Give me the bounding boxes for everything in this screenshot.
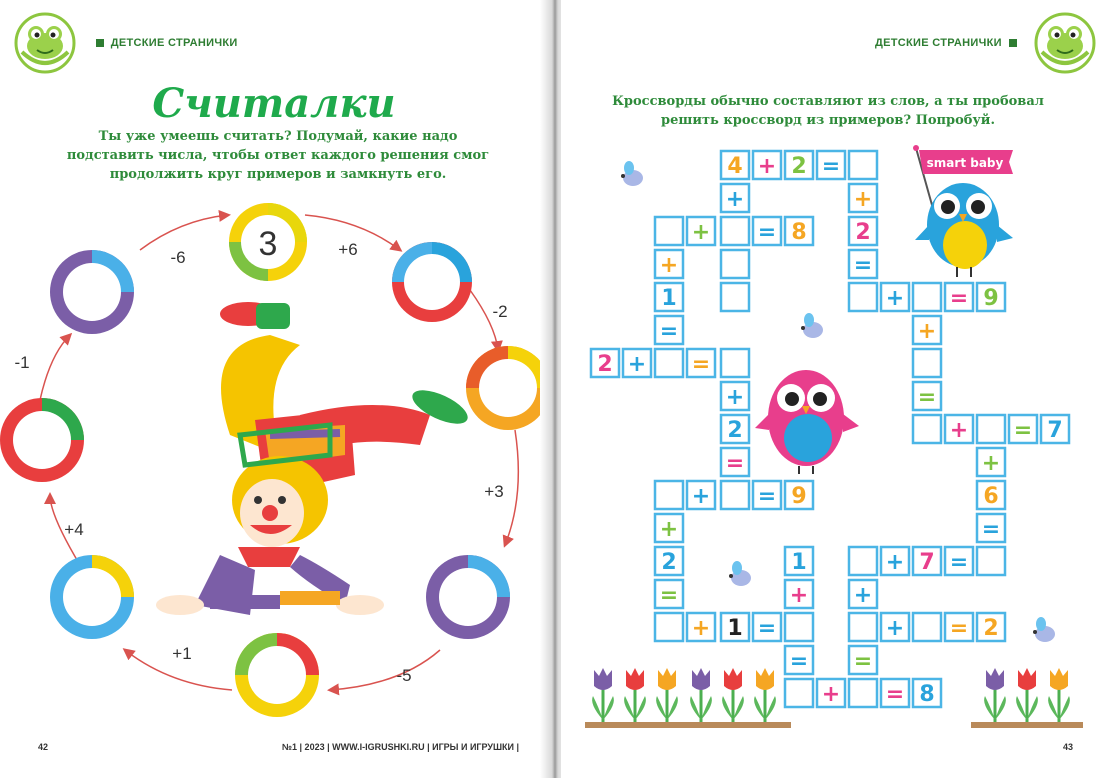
crossword-glyph: = <box>659 319 679 344</box>
tulip-flower <box>1018 668 1036 690</box>
crossword-glyph: = <box>757 484 777 509</box>
ring-left-bottom <box>50 555 134 639</box>
operation-label: -2 <box>492 302 508 321</box>
crossword-glyph: 9 <box>983 286 999 311</box>
crossword-glyph: = <box>885 682 905 707</box>
crossword-glyph: 2 <box>791 154 807 179</box>
crossword-glyph: = <box>757 616 777 641</box>
tulip-flower <box>626 668 644 690</box>
bee-icon <box>801 313 823 338</box>
crossword-blank-cell[interactable] <box>913 349 941 377</box>
crossword-glyph: 8 <box>791 220 807 245</box>
crossword-glyph: = <box>725 451 745 476</box>
crossword-glyph: = <box>949 550 969 575</box>
crossword-glyph: = <box>981 517 1001 542</box>
crossword-glyph: 7 <box>919 550 935 575</box>
crossword-blank-cell[interactable] <box>849 613 877 641</box>
crossword-glyph: + <box>691 616 711 641</box>
crossword-glyph: + <box>757 154 777 179</box>
crossword-glyph: 7 <box>1047 418 1063 443</box>
crossword-blank-cell[interactable] <box>849 151 877 179</box>
crossword-glyph: 2 <box>983 616 999 641</box>
crossword-glyph: + <box>853 583 873 608</box>
intro-text: Ты уже умеешь считать? Подумай, какие надо подставить числа, чтобы ответ каждого решения смог продолжить круг примеров и замкнуть его. <box>66 129 490 182</box>
tulip-flower <box>692 668 710 690</box>
crossword-glyph: + <box>659 517 679 542</box>
footer-text: №1 | 2023 | WWW.I-IGRUSHKI.RU | ИГРЫ И ИГРУШКИ | <box>282 742 520 752</box>
crossword-blank-cell[interactable] <box>655 217 683 245</box>
operation-label: -6 <box>170 248 186 267</box>
crossword-blank-cell[interactable] <box>913 283 941 311</box>
crossword-blank-cell[interactable] <box>977 415 1005 443</box>
crossword-glyph: 8 <box>919 682 935 707</box>
crossword-glyph: + <box>885 616 905 641</box>
crossword-blank-cell[interactable] <box>913 415 941 443</box>
crossword-glyph: = <box>853 649 873 674</box>
crossword-blank-cell[interactable] <box>849 547 877 575</box>
bee-icon <box>621 161 643 186</box>
crossword-glyph: = <box>821 154 841 179</box>
crossword-glyph: 1 <box>661 286 677 311</box>
crossword-glyph: = <box>1013 418 1033 443</box>
circle-start-value: 3 <box>258 225 278 263</box>
tulip-flower <box>594 668 612 690</box>
crossword-glyph: + <box>821 682 841 707</box>
crossword-blank-cell[interactable] <box>785 613 813 641</box>
ground-strip <box>585 722 791 728</box>
page-number: 43 <box>1063 742 1074 752</box>
page-number: 42 <box>38 742 49 752</box>
crossword-glyph: + <box>691 484 711 509</box>
operation-label: +4 <box>64 520 84 539</box>
square-bullet-icon <box>96 39 104 47</box>
crossword-glyph: 4 <box>727 154 743 179</box>
crossword-glyph: = <box>789 649 809 674</box>
intro-text: Кроссворды обычно составляют из слов, а ты пробовал решить кроссворд из примеров? Попробуй. <box>612 94 1044 128</box>
left-page <box>0 0 548 778</box>
crossword-blank-cell[interactable] <box>655 349 683 377</box>
tulip-border <box>561 652 1109 742</box>
flag-text: smart baby <box>926 156 1004 170</box>
crossword-blank-cell[interactable] <box>655 481 683 509</box>
ring-left-top <box>50 250 134 334</box>
crossword-blank-cell[interactable] <box>721 250 749 278</box>
crossword-glyph: 2 <box>597 352 613 377</box>
crossword-blank-cell[interactable] <box>721 349 749 377</box>
section-label-text: ДЕТСКИЕ СТРАНИЧКИ <box>110 37 238 49</box>
crossword-glyph: + <box>885 286 905 311</box>
crossword-glyph: + <box>853 187 873 212</box>
tulip-flower <box>756 668 774 690</box>
frog-logo <box>14 12 76 74</box>
ring-right-bottom <box>426 555 510 639</box>
bee-icon <box>1033 617 1055 642</box>
ring-right-middle <box>466 346 550 430</box>
tulip-flower <box>1050 668 1068 690</box>
crossword-glyph: + <box>885 550 905 575</box>
crossword-glyph: = <box>949 616 969 641</box>
counting-circle-puzzle <box>0 195 548 715</box>
crossword-glyph: 6 <box>983 484 999 509</box>
page-title: Считалки <box>152 80 396 127</box>
crossword-blank-cell[interactable] <box>655 613 683 641</box>
right-page <box>561 0 1109 778</box>
pink-owl-illustration <box>755 370 859 474</box>
tulips <box>592 668 1070 722</box>
crossword-glyph: 2 <box>727 418 743 443</box>
crossword-glyph: + <box>725 385 745 410</box>
crossword-glyph: 1 <box>727 616 743 641</box>
operation-label: -1 <box>14 353 30 372</box>
crossword-glyph: = <box>917 385 937 410</box>
section-label <box>96 37 238 49</box>
crossword-glyph: + <box>981 451 1001 476</box>
operation-label: +6 <box>338 240 358 259</box>
crossword-glyph: 9 <box>791 484 807 509</box>
crossword-glyph: 1 <box>791 550 807 575</box>
crossword-glyph: = <box>949 286 969 311</box>
math-crossword <box>561 0 1109 707</box>
crossword-glyph: + <box>659 253 679 278</box>
crossword-blank-cell[interactable] <box>849 283 877 311</box>
tulip-flower <box>986 668 1004 690</box>
crossword-glyph: 2 <box>661 550 677 575</box>
crossword-glyph: + <box>949 418 969 443</box>
section-label-text: ДЕТСКИЕ СТРАНИЧКИ <box>875 37 1002 49</box>
tulip-flower <box>658 668 676 690</box>
crossword-glyph: 2 <box>855 220 871 245</box>
crossword-blank-cell[interactable] <box>721 481 749 509</box>
ring-right-top <box>392 242 472 322</box>
crossword-glyph: + <box>627 352 647 377</box>
blue-owl-illustration <box>913 145 1013 277</box>
crossword-glyph: + <box>691 220 711 245</box>
operation-label: +1 <box>172 644 192 663</box>
crossword-blank-cell[interactable] <box>913 613 941 641</box>
crossword-glyph: = <box>757 220 777 245</box>
bee-icon <box>729 561 751 586</box>
crossword-glyph: + <box>917 319 937 344</box>
clown-illustration <box>156 302 472 615</box>
operation-label: +3 <box>484 482 504 501</box>
crossword-blank-cell[interactable] <box>721 283 749 311</box>
crossword-blank-cell[interactable] <box>721 217 749 245</box>
operation-label: -5 <box>396 666 412 685</box>
tulip-flower <box>724 668 742 690</box>
crossword-glyph: + <box>789 583 809 608</box>
crossword-glyph: = <box>659 583 679 608</box>
crossword-glyph: + <box>725 187 745 212</box>
ground-strip <box>971 722 1083 728</box>
crossword-glyph: = <box>853 253 873 278</box>
crossword-glyph: = <box>691 352 711 377</box>
crossword-blank-cell[interactable] <box>977 547 1005 575</box>
ring-bottom <box>235 633 319 717</box>
ring-left-middle <box>0 398 84 482</box>
